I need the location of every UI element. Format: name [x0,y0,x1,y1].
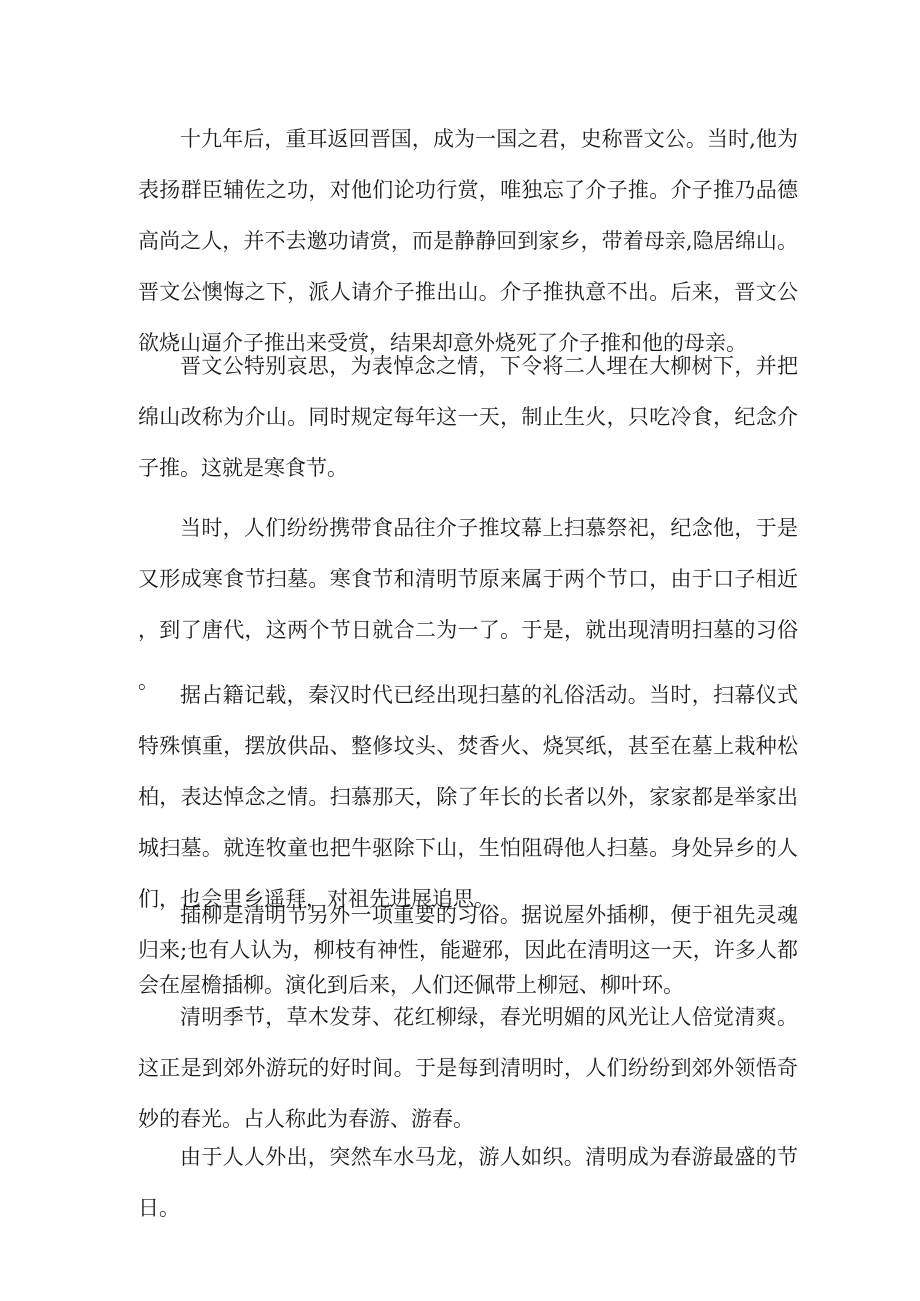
paragraph-5: 插柳是清明节另外一项重要的习俗。据说屋外插柳，便于祖先灵魂归来;也有人认为，柳枝有神性，能避邪，因此在清明这一天，许多人都会在屋檐插柳。演化到后来，人们还佩带上柳冠、柳叶环。 [138,903,798,997]
paragraph-6: 清明季节，草木发芽、花红柳绿，春光明媚的风光让人倍觉清爽。这正是到郊外游玩的好时间。于是每到清明时，人们纷纷到郊外领悟奇妙的春光。占人称此为春游、游春。 [138,1005,798,1131]
paragraph-3: 当时，人们纷纷携带食品往介子推坟幕上扫慕祭祀，纪念他，于是又形成寒食节扫墓。寒食节和清明节原来属于两个节口，由于口子相近，到了唐代，这两个节日就合二为一了。于是，就出现清明扫墓的习俗。 [138,516,798,693]
paragraph-7: 由于人人外出，突然车水马龙，游人如织。清明成为春游最盛的节日。 [138,1145,798,1220]
paragraph-4: 据占籍记载，秦汉时代已经出现扫墓的礼俗活动。当时，扫幕仪式特殊慎重，摆放供品、整修坟头、焚香火、烧冥纸，甚至在墓上栽种松柏，表达悼念之情。扫慕那天，除了年长的长者以外，家家都是举家出城扫墓。就连牧童也把牛驱除下山，生怕阻碍他人扫墓。身处异乡的人们，也会里乡遥拜，对祖先进展追思。 [138,683,798,911]
paragraph-2: 晋文公特别哀思，为表悼念之情，下令将二人埋在大柳树下，并把绵山改称为介山。同时规定每年这一天，制止生火，只吃冷食，纪念介子推。这就是寒食节。 [138,354,798,480]
paragraph-1: 十九年后，重耳返回晋国，成为一国之君，史称晋文公。当时,他为表扬群臣辅佐之功，对他们论功行赏，唯独忘了介子推。介子推乃品德高尚之人，并不去邀功请赏，而是静静回到家乡，带着母亲,隐居绵山。晋文公懊悔之下，派人请介子推出山。介子推执意不出。后来，晋文公欲烧山逼介子推出来受赏，结果却意外烧死了介子推和他的母亲。 [138,127,798,355]
